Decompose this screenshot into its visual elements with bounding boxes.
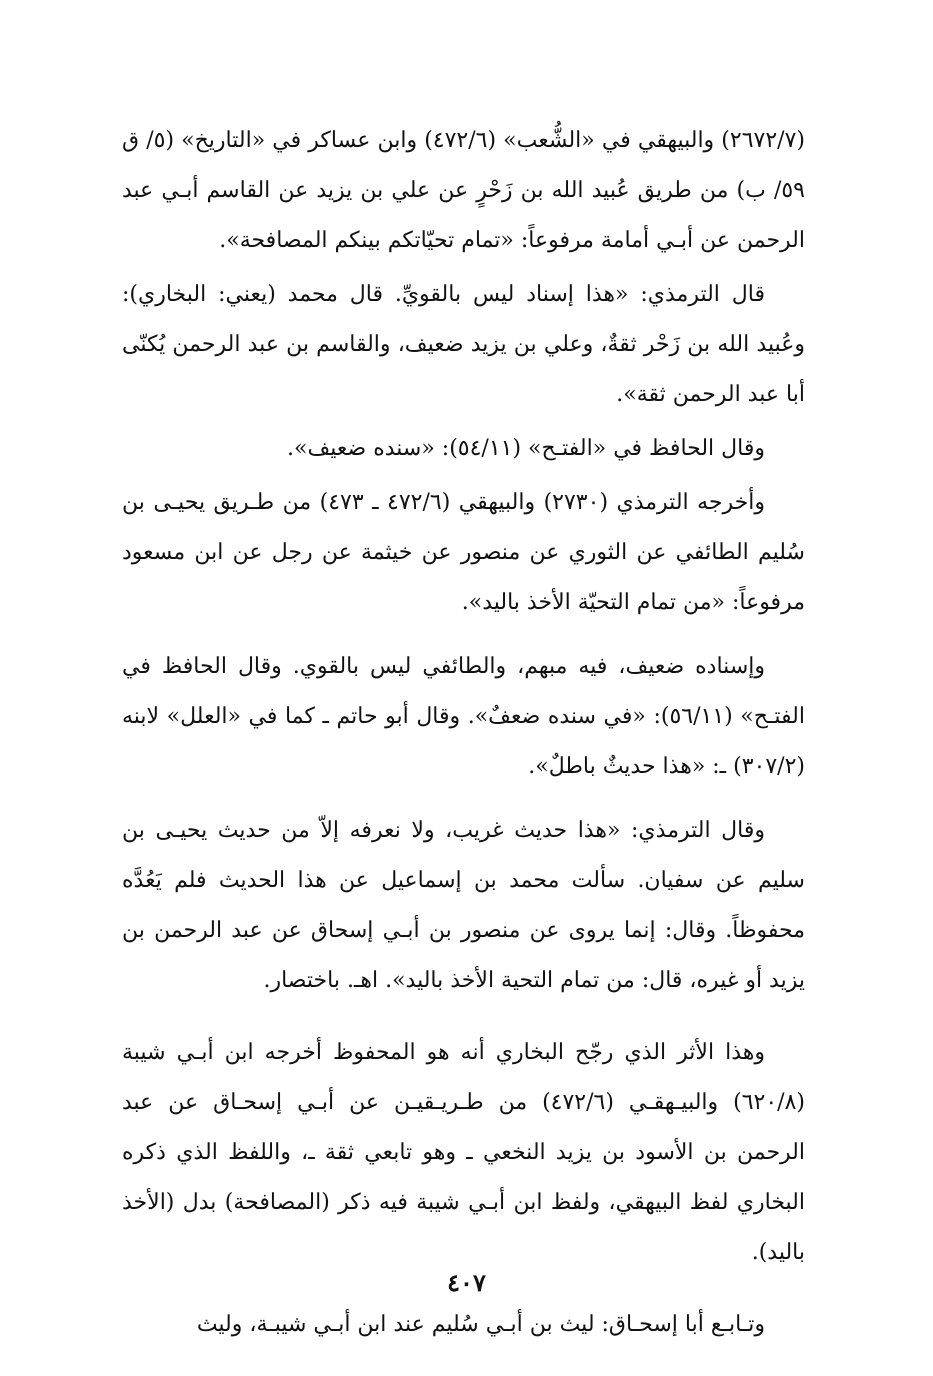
paragraph-3: وقال الحافظ في «الفتـح» (٥٤/١١): «سنده ضعيف». <box>287 436 765 461</box>
paragraph-5: وإسناده ضعيف، فيه مبهم، والطائفي ليس بالقوي. وقال الحافظ في الفتـح» (٥٦/١١): «في سنده ضعفٌ». وقال أبو حاتم ـ كما في «العلل» لابنه (٣٠٧/٢) ـ: «هذا حديثٌ باطلٌ». <box>122 654 805 779</box>
body-text <box>122 116 805 1350</box>
paragraph-8: وتـابـع أبا إسحـاق: ليث بن أبـي سُليم عند ابن أبـي شيبـة، وليث <box>196 1312 765 1337</box>
paragraph-2: قال الترمذي: «هذا إسناد ليس بالقويِّ. قال محمد (يعني: البخاري): وعُبيد الله بن زَحْر ثقةٌ، وعلي بن يزيد ضعيف، والقاسم بن عبد الرحمن يُكنّى أبا عبد الرحمن ثقة». <box>122 282 805 407</box>
paragraph-1: (٢٦٧٢/٧) والبيهقي في «الشُّعب» (٤٧٢/٦) وابن عساكر في «التاريخ» (٥/ ق ٥٩/ ب) من طريق عُبيد الله بن زَحْرٍ عن علي بن يزيد عن القاسم أبـي عبد الرحمن عن أبـي أمامة مرفوعاً: «تمام تحيّاتكم بينكم المصافحة». <box>122 128 805 253</box>
paragraph-7: وهذا الأثر الذي رجّح البخاري أنه هو المحفوظ أخرجه ابن أبـي شيبة (٦٢٠/٨) والبيـهقـي (٤٧٢/٦) من طـريـقيـن عن أبـي إسحـاق عن عبد الرحمن بن الأسود بن يزيد النخعي ـ وهو تابعي ثقة ـ، واللفظ الذي ذكره البخاري لفظ البيهقي، ولفظ ابن أبـي شيبة فيه ذكر (المصافحة) بدل (الأخذ باليد). <box>122 1040 805 1265</box>
paragraph-4: وأخرجه الترمذي (٢٧٣٠) والبيهقي (٤٧٢/٦ ـ ٤٧٣) من طـريق يحيـى بن سُليم الطائفي عن الثوري عن منصور عن خيثمة عن رجل عن ابن مسعود مرفوعاً: «من تمام التحيّة الأخذ باليد». <box>122 490 805 615</box>
page-number: ٤٠٧ <box>447 1268 486 1297</box>
paragraph-6: وقال الترمذي: «هذا حديث غريب، ولا نعرفه إلاّ من حديث يحيـى بن سليم عن سفيان. سألت محمد بن إسماعيل عن هذا الحديث فلم يَعُدَّه محفوظاً. وقال: إنما يروى عن منصور بن أبـي إسحاق عن عبد الرحمن بن يزيد أو غيره، قال: من تمام التحية الأخذ باليد». اهـ. باختصار. <box>122 818 805 993</box>
